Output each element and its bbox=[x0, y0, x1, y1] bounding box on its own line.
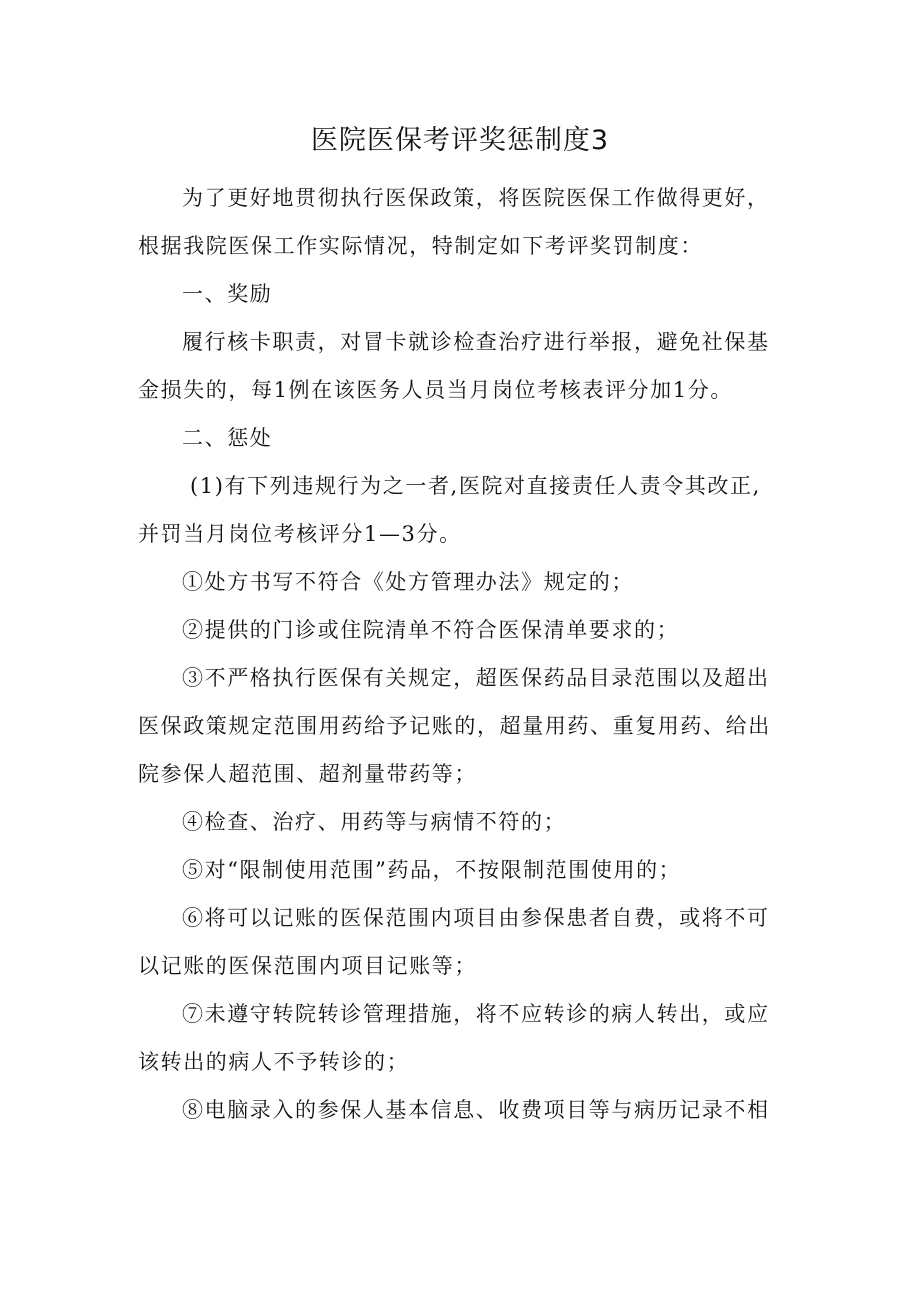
list-item-6 bbox=[138, 894, 788, 990]
text-line: 医保政策规定范围用药给予记账的，超量用药、重复用药、给出 bbox=[138, 714, 771, 738]
list-item-8 bbox=[138, 1086, 788, 1134]
list-item-7 bbox=[138, 990, 788, 1086]
document-body bbox=[138, 174, 788, 1134]
text-line: 以记账的医保范围内项目记账等； bbox=[138, 954, 477, 978]
text-line: 履行核卡职责，对冒卡就诊检查治疗进行举报，避免社保基 bbox=[182, 330, 770, 354]
intro-paragraph bbox=[138, 174, 788, 270]
text-line: 根据我院医保工作实际情况，特制定如下考评奖罚制度： bbox=[138, 234, 703, 258]
text-line: 为了更好地贯彻执行医保政策，将医院医保工作做得更好， bbox=[182, 186, 770, 210]
text-line: 该转出的病人不予转诊的； bbox=[138, 1050, 410, 1074]
text-line: 并罚当月岗位考核评分1—3分。 bbox=[138, 522, 462, 546]
text-line: ③不严格执行医保有关规定，超医保药品目录范围以及超出 bbox=[182, 666, 770, 690]
text-line: (1)有下列违规行为之一者,医院对直接责任人责令其改正, bbox=[190, 474, 761, 498]
text-line: ⑧电脑录入的参保人基本信息、收费项目等与病历记录不相 bbox=[182, 1098, 770, 1122]
list-item-2 bbox=[138, 606, 788, 654]
text-line: 院参保人超范围、超剂量带药等； bbox=[138, 762, 477, 786]
text-line: ②提供的门诊或住院清单不符合医保清单要求的； bbox=[182, 618, 680, 642]
section-heading: 一、奖励 bbox=[182, 282, 273, 306]
text-line: ①处方书写不符合《处方管理办法》规定的； bbox=[182, 570, 634, 594]
text-line: ⑥将可以记账的医保范围内项目由参保患者自费，或将不可 bbox=[182, 906, 770, 930]
text-line: ⑤对“限制使用范围”药品，不按限制范围使用的； bbox=[182, 858, 682, 882]
section-heading-reward bbox=[138, 270, 788, 318]
list-item-4 bbox=[138, 798, 788, 846]
list-item-5 bbox=[138, 846, 788, 894]
list-item-3 bbox=[138, 654, 788, 798]
section-heading: 二、惩处 bbox=[182, 426, 273, 450]
text-line: ⑦未遵守转院转诊管理措施，将不应转诊的病人转出，或应 bbox=[182, 1002, 770, 1026]
page-title: 医院医保考评奖惩制度3 bbox=[310, 125, 610, 156]
reward-paragraph bbox=[138, 318, 788, 414]
list-item-1 bbox=[138, 558, 788, 606]
penalty-rule-paragraph bbox=[138, 462, 788, 558]
text-line: ④检查、治疗、用药等与病情不符的； bbox=[182, 810, 567, 834]
text-line: 金损失的，每1例在该医务人员当月岗位考核表评分加1分。 bbox=[138, 378, 733, 402]
section-heading-penalty bbox=[138, 414, 788, 462]
